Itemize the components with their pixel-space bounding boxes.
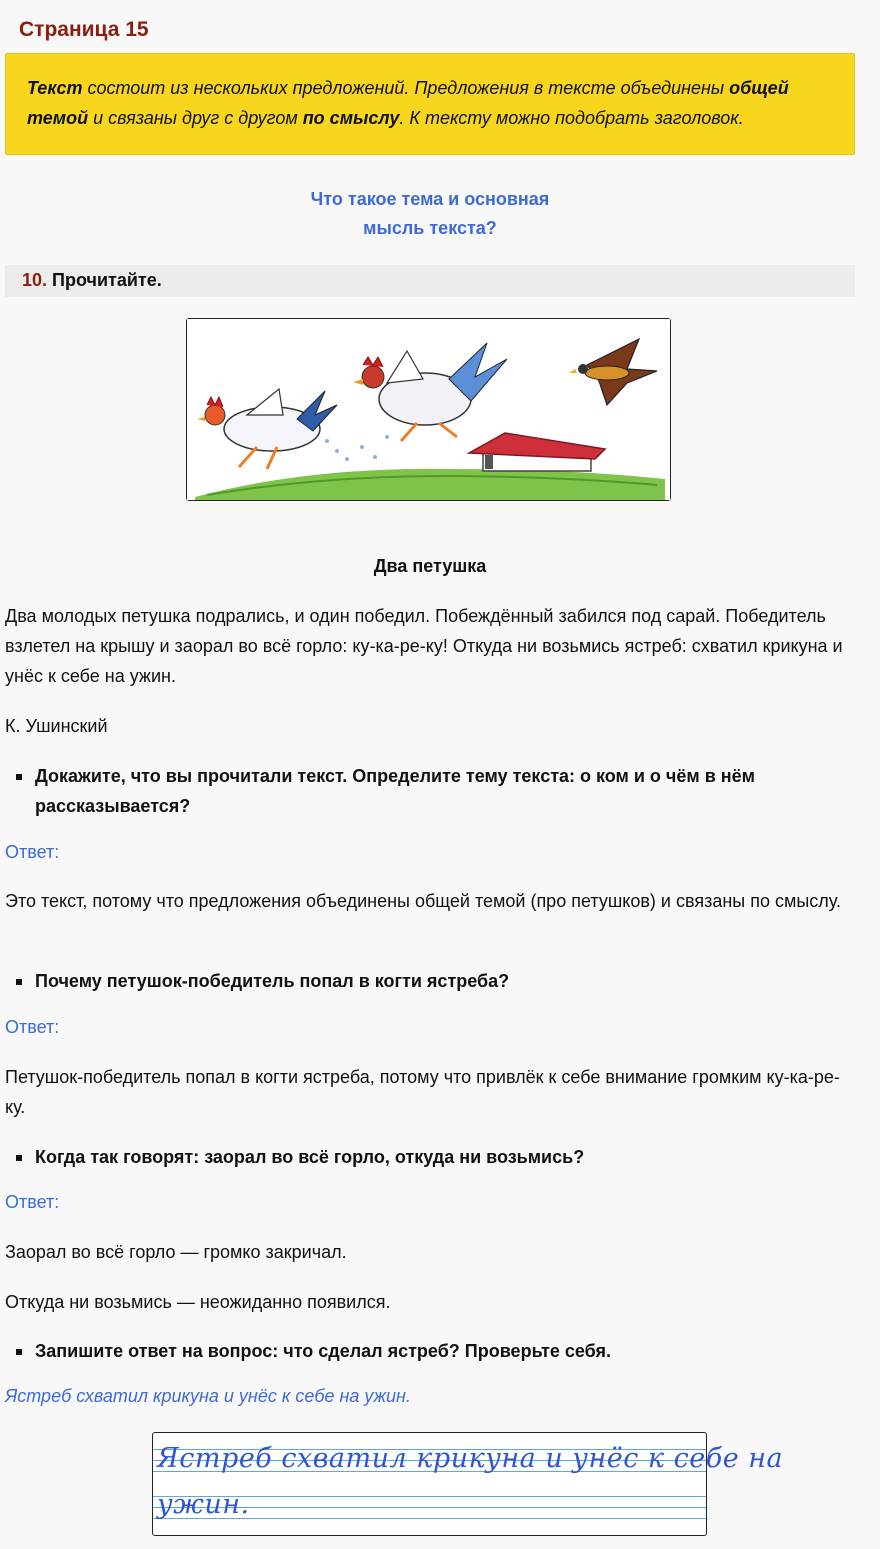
rule-term-meaning: по смыслу — [302, 108, 400, 128]
question-3: Когда так говорят: заорал во всё горло, откуда ни возьмись? — [35, 1142, 845, 1172]
page-title: Страница 15 — [19, 18, 149, 41]
task-instruction: Прочитайте. — [52, 270, 162, 290]
copybook-handwriting — [152, 1432, 784, 1536]
answer-text: Откуда ни возьмись — неожиданно появился. — [5, 1292, 391, 1312]
theory-link[interactable] — [0, 185, 860, 243]
answer-text-italic: Ястреб схватил крикуна и унёс к себе на ужин. — [5, 1386, 411, 1406]
rule-term-theme: общей темой — [27, 78, 789, 128]
roosters-illustration — [186, 318, 671, 501]
rule-box — [5, 53, 855, 155]
story-title: Два петушка — [373, 556, 487, 576]
rule-text: и связаны друг с другом — [88, 108, 303, 128]
question-4: Запишите ответ на вопрос: что сделал ястреб? Проверьте себя. — [35, 1336, 845, 1366]
answer-label: Ответ: — [5, 842, 60, 862]
answer-label: Ответ: — [5, 1192, 60, 1212]
question-2: Почему петушок-победитель попал в когти ястреба? — [35, 966, 845, 996]
task-number: 10. — [22, 270, 48, 290]
story-text: Два молодых петушка подрались, и один победил. Побеждённый забился под сарай. Победитель взлетел на крышу и заорал во всё горло: ку-ка-ре-ку! Откуда ни возьмись ястреб: схватил крикуна и унёс к себе на ужин. — [5, 606, 843, 686]
answer-text: Заорал во всё горло — громко закричал. — [5, 1242, 347, 1262]
answer-text: Петушок-победитель попал в когти ястреба, потому что привлёк к себе внимание громким ку-ка-ре-ку. — [5, 1067, 840, 1117]
task-header — [5, 265, 855, 297]
answer-text: Это текст, потому что предложения объединены общей темой (про петушков) и связаны по смыслу. — [5, 891, 841, 911]
question-1: Докажите, что вы прочитали текст. Определите тему текста: о ком и о чём в нём рассказывается? — [35, 761, 845, 821]
rule-term-text: Текст — [27, 78, 83, 98]
story-author: К. Ушинский — [5, 716, 108, 736]
theory-link-line[interactable]: мысль текста? — [363, 218, 497, 238]
rule-text: . К тексту можно подобрать заголовок. — [399, 108, 744, 128]
roosters-hawk-drawing — [187, 319, 670, 500]
handwriting-line-1: Ястреб схватил крикуна и унёс к себе на — [157, 1443, 784, 1474]
theory-link-line[interactable]: Что такое тема и основная — [310, 189, 550, 209]
answer-label: Ответ: — [5, 1017, 60, 1037]
handwriting-line-2: ужин. — [157, 1489, 250, 1520]
rule-text: состоит из нескольких предложений. Предложения в тексте объединены — [82, 78, 730, 98]
